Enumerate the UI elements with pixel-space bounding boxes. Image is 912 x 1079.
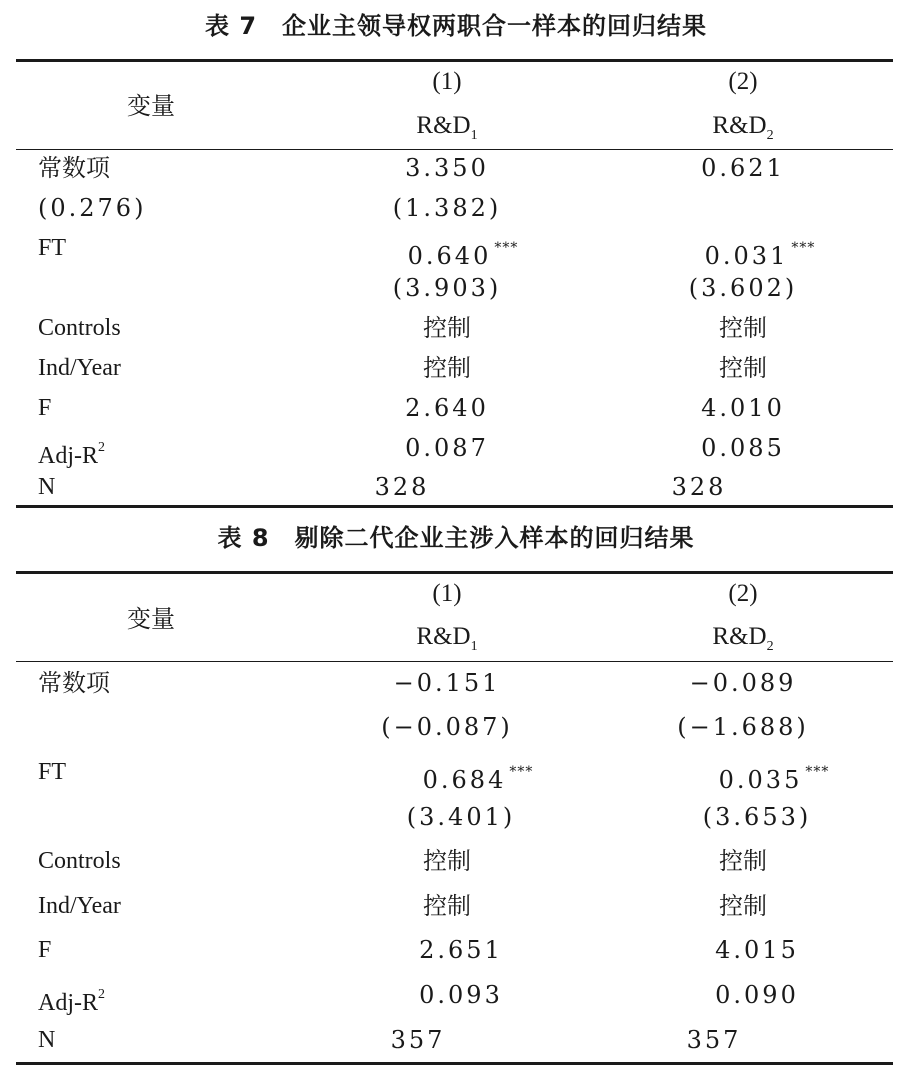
table-7-row-label: (0.276) (38, 194, 147, 222)
table-7-row-label: Controls (38, 315, 121, 341)
table-7-row-label: Adj-$R^2$ (38, 440, 105, 469)
table-8-bottom-rule (16, 1062, 893, 1065)
table-7-variable-header: 变量 (127, 92, 175, 120)
table-7-row-label: N (38, 474, 56, 500)
table-8-cell: 4.015 (715, 936, 799, 964)
table-8-cell: 357 (390, 1026, 446, 1054)
table-8-row-label: FT (38, 759, 67, 785)
table-8-row-label: Ind/Year (38, 893, 121, 919)
table-8-cell: 2.651 (419, 936, 503, 964)
table-7-row-label: Ind/Year (38, 355, 121, 381)
table-7-cell: 控制 (423, 314, 471, 342)
table-7-caption: 表 7 企业主领导权两职合一样本的回归结果 (204, 12, 708, 40)
table-7-bottom-rule (16, 505, 893, 508)
table-7-cell: 3.350 (405, 154, 489, 182)
table-7-cell: 2.640 (405, 394, 489, 422)
table-7-cell: 0.031 *** (704, 240, 816, 270)
table-8-cell: 控制 (719, 892, 767, 920)
table-8-row-label: Adj-$R^2$ (38, 987, 105, 1016)
table-8-cell: 控制 (423, 847, 471, 875)
table-7-cell: 0.621 (701, 154, 785, 182)
table-8-cell: 357 (686, 1026, 742, 1054)
table-7-cell: 控制 (719, 354, 767, 382)
table-7-cell: 4.010 (701, 394, 785, 422)
table-8-caption: 表 8 剔除二代企业主涉入样本的回归结果 (217, 524, 695, 552)
table-7-row-label: FT (38, 235, 67, 261)
table-7-row-label: 常数项 (38, 154, 110, 182)
table-7-cell: (3.602) (688, 274, 798, 302)
table-8-cell: (3.653) (702, 803, 812, 831)
table-8-cell: 控制 (423, 892, 471, 920)
table-8-cell: 0.093 (419, 981, 503, 1009)
table-8-col1-heading: $R\&D_1$ (416, 623, 478, 654)
table-8-row-label: F (38, 937, 52, 963)
table-7-cell: (1.382) (392, 194, 502, 222)
table-7-row-label: F (38, 395, 52, 421)
table-8-cell: −0.089 (689, 669, 797, 697)
table-7-cell: 0.640 *** (407, 240, 519, 270)
table-8-cell: (−0.087) (381, 713, 513, 741)
table-8-cell: 0.090 (715, 981, 799, 1009)
table-8-col1-index: (1) (432, 580, 462, 607)
table-7-top-rule (16, 59, 893, 62)
table-8-cell: (3.401) (406, 803, 516, 831)
table-7-cell: 控制 (423, 354, 471, 382)
table-8-header-rule (16, 661, 893, 662)
table-7-header-rule (16, 149, 893, 150)
table-7-col1-heading: $R\&D_1$ (416, 112, 478, 143)
significance-stars: *** (509, 764, 534, 780)
table-8-cell: 0.684 *** (422, 764, 534, 794)
table-7-cell: 0.085 (701, 434, 785, 462)
table-8-cell: −0.151 (393, 669, 501, 697)
significance-stars: *** (805, 764, 830, 780)
table-7-cell: 328 (374, 473, 430, 501)
table-7-col2-index: (2) (728, 68, 758, 95)
table-7-col1-index: (1) (432, 68, 462, 95)
table-7-cell: 328 (671, 473, 727, 501)
table-7-cell: (3.903) (392, 274, 502, 302)
table-8-variable-header: 变量 (127, 605, 175, 633)
table-8-row-label: Controls (38, 848, 121, 874)
table-7-cell: 控制 (719, 314, 767, 342)
table-8-row-label: N (38, 1027, 56, 1053)
table-8-cell: 控制 (719, 847, 767, 875)
table-8-row-label: 常数项 (38, 669, 110, 697)
table-8-top-rule (16, 571, 893, 574)
table-8-col2-index: (2) (728, 580, 758, 607)
table-7-cell: 0.087 (405, 434, 489, 462)
significance-stars: *** (494, 240, 519, 256)
table-8-col2-heading: $R\&D_2$ (712, 623, 774, 654)
table-8-cell: 0.035 *** (718, 764, 830, 794)
significance-stars: *** (791, 240, 816, 256)
table-7-col2-heading: $R\&D_2$ (712, 112, 774, 143)
table-8-cell: (−1.688) (677, 713, 809, 741)
